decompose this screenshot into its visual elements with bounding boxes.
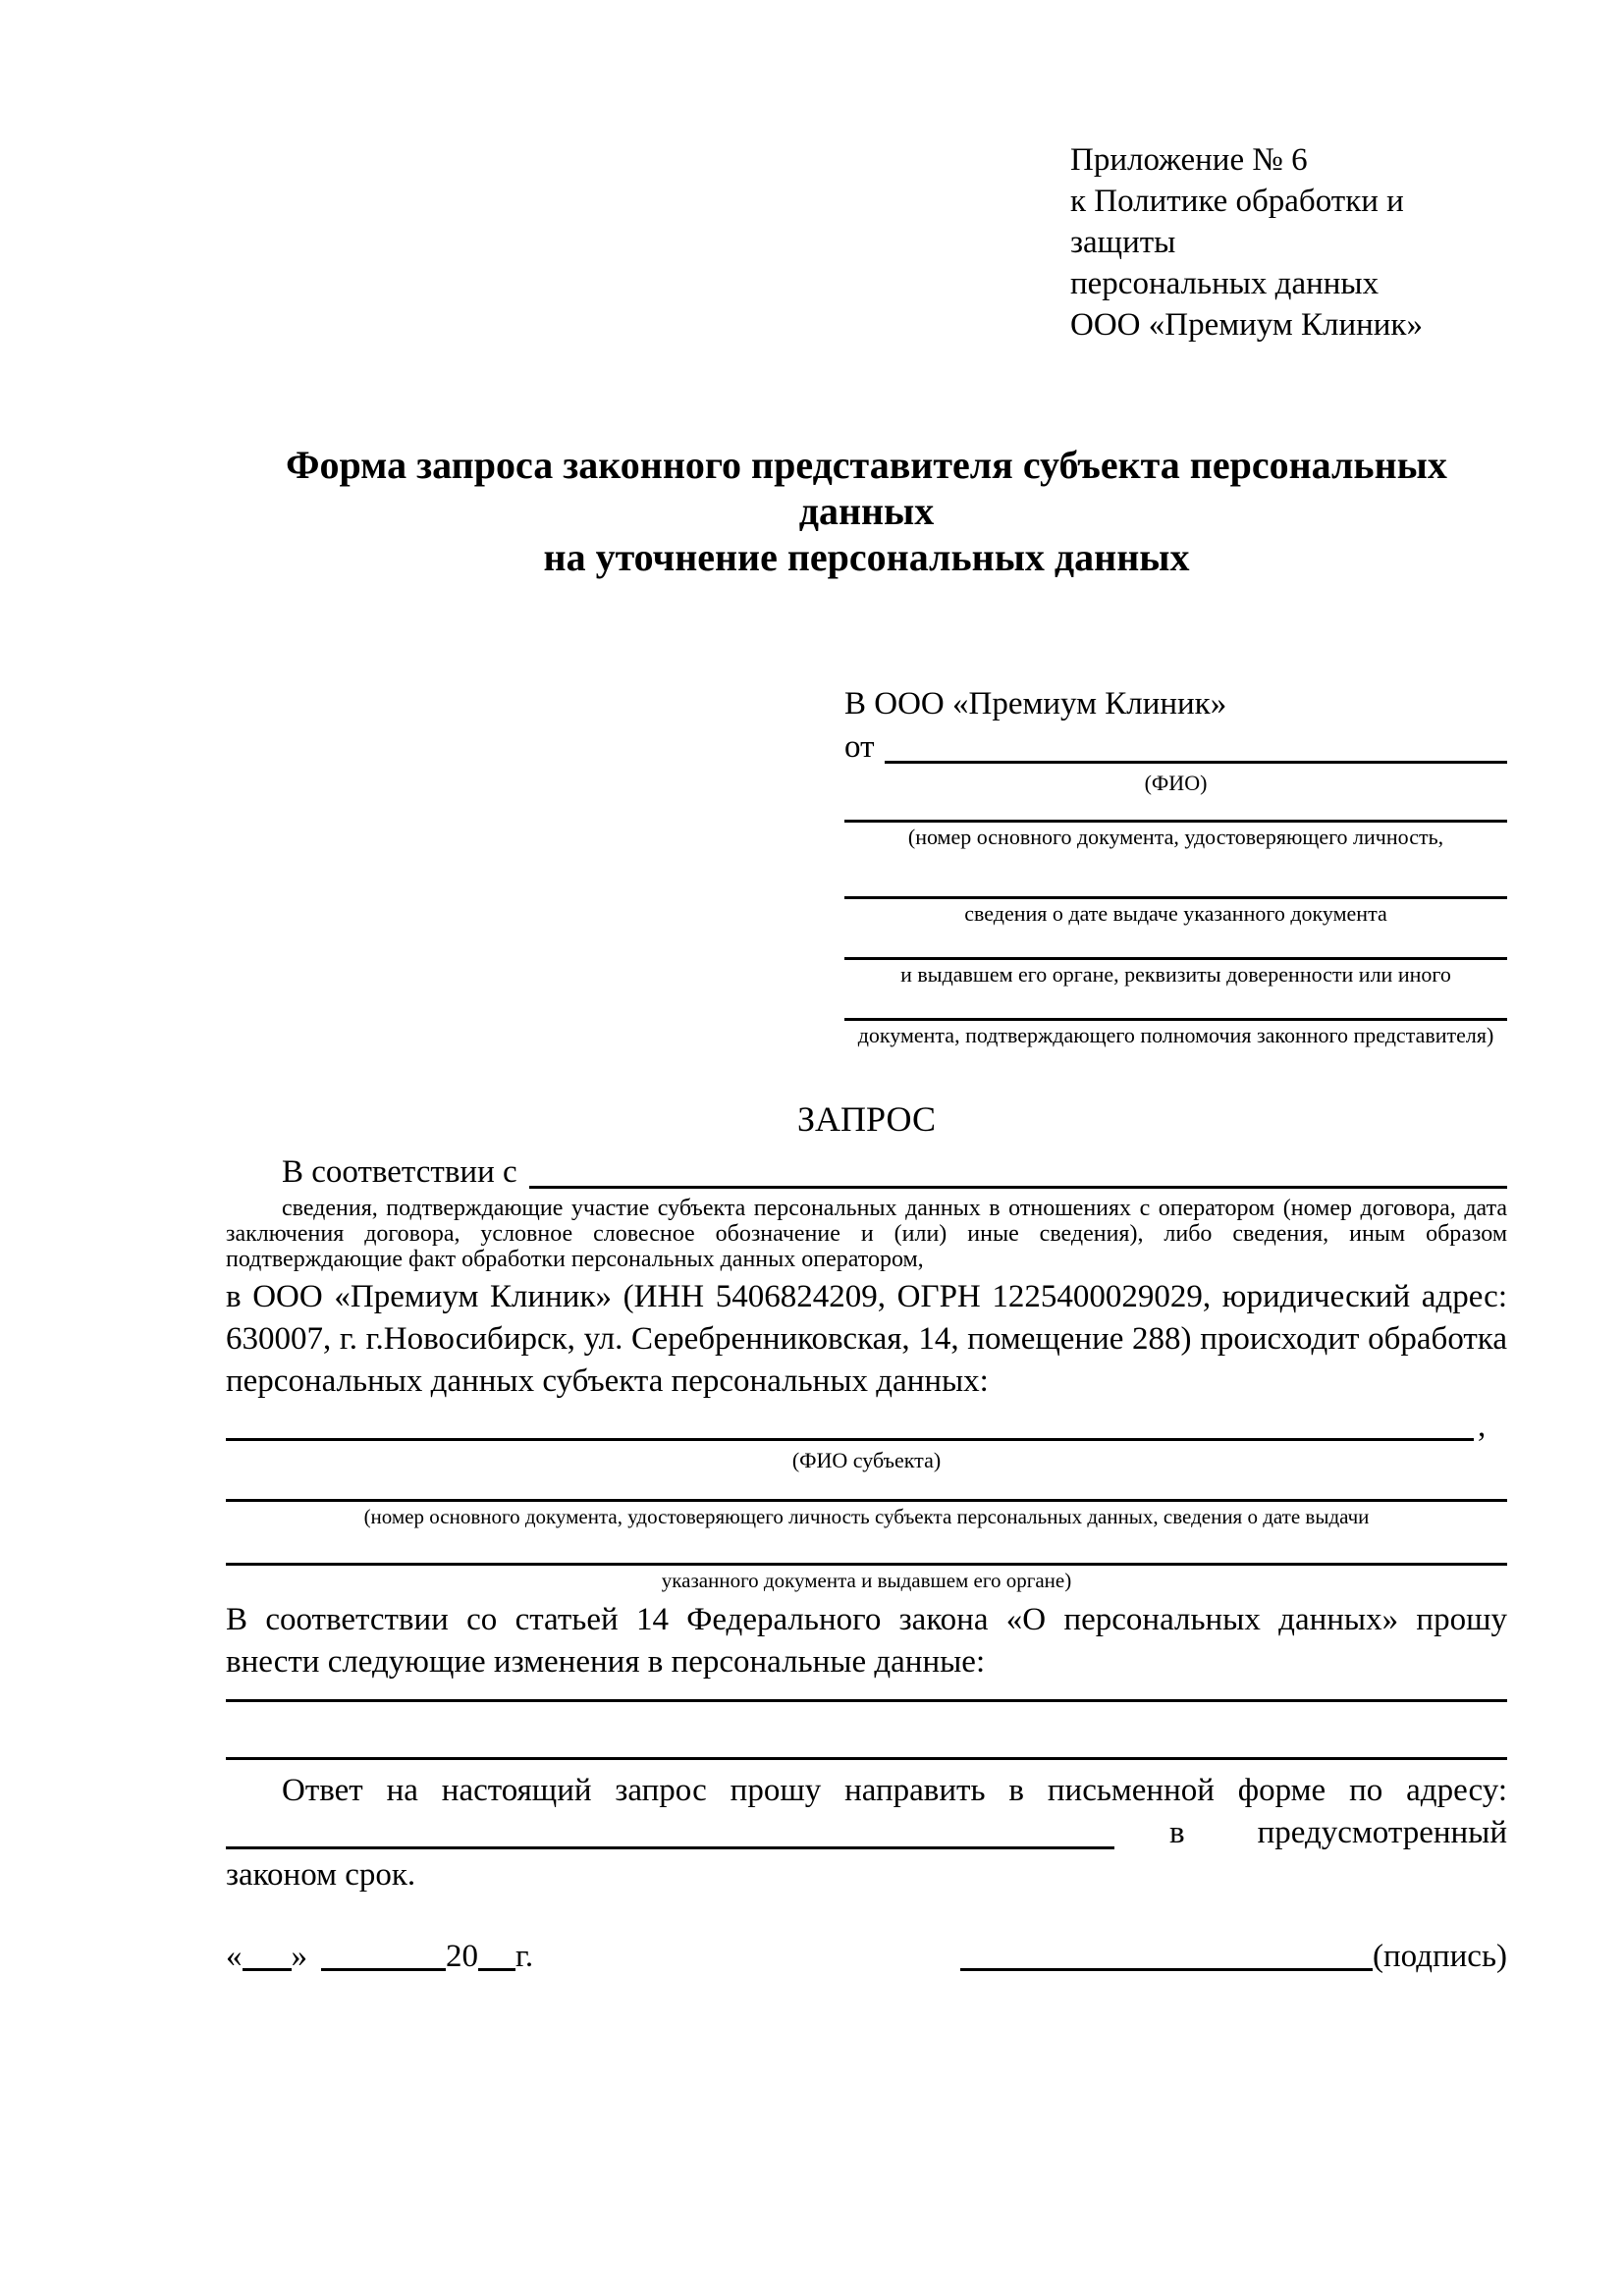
subject-doc-field: [226, 1499, 1507, 1531]
date-signature-row: [226, 1936, 1507, 1978]
changes-blank-line: [226, 1757, 1507, 1760]
field-caption: документа, подтверждающего полномочия законного представителя): [857, 1023, 1494, 1047]
close-quote: »: [291, 1939, 307, 1974]
representative-doc-field: [844, 820, 1507, 852]
address-blank-line: [226, 1846, 1114, 1849]
in-accordance-row: [226, 1150, 1507, 1194]
in-accordance-blank-line: [529, 1150, 1507, 1189]
answer-address-row: [226, 1812, 1507, 1854]
field-caption: (номер основного документа, удостоверяющего личность,: [907, 825, 1444, 849]
subject-fio-row: [226, 1407, 1507, 1446]
request-heading: ЗАПРОС: [797, 1099, 936, 1139]
answer-word: предусмотренный: [1257, 1815, 1507, 1850]
from-row: [844, 725, 1507, 769]
signature-blank-line: [960, 1968, 1373, 1971]
field-caption: (номер основного документа, удостоверяющего личность субъекта персональных данных, сведения о дате выдачи: [363, 1505, 1370, 1528]
open-quote: «: [226, 1939, 243, 1974]
day-blank-line: [243, 1968, 292, 1971]
field-caption: сведения о дате выдаче указанного документа: [964, 901, 1387, 926]
signature-field: [960, 1936, 1507, 1978]
representative-doc-field: [844, 957, 1507, 989]
from-blank-line: [885, 725, 1508, 764]
subject-doc-field: [226, 1563, 1507, 1595]
year-suffix: г.: [515, 1939, 534, 1974]
signature-caption: (подпись): [1373, 1939, 1507, 1974]
date-field: [226, 1936, 533, 1978]
comma: ,: [1478, 1409, 1487, 1444]
from-label: от: [844, 729, 875, 765]
title-line-1: Форма запроса законного представителя субъекта персональных данных: [286, 443, 1447, 533]
representative-doc-field: [844, 896, 1507, 929]
year-prefix: 20: [446, 1939, 478, 1974]
in-accordance-label: В соответствии с: [282, 1154, 517, 1190]
answer-word: в: [1169, 1815, 1185, 1850]
addressee-block: [844, 682, 1507, 1050]
appendix-header: [1070, 0, 1507, 346]
appendix-line: ООО «Премиум Клиник»: [1070, 307, 1423, 343]
field-caption: и выдавшем его органе, реквизиты доверенности или иного: [900, 962, 1451, 987]
field-caption: указанного документа и выдавшем его органе): [661, 1569, 1072, 1592]
footnote-text: сведения, подтверждающие участие субъекта персональных данных в отношениях с оператором (номер договора, дата заключения договора, условное словесное обозначение и (или) иные сведения), либо сведения, иным образом подтверждающие факт обработки персональных данных оператором,: [226, 1196, 1507, 1272]
article-paragraph: В соответствии со статьей 14 Федерального закона «О персональных данных» прошу внести следующие изменения в персональные данные:: [226, 1602, 1507, 1680]
representative-doc-field: [844, 1018, 1507, 1050]
operator-paragraph: в ООО «Премиум Клиник» (ИНН 5406824209, ОГРН 1225400029029, юридический адрес: 630007, г. г.Новосибирск, ул. Серебренниковская, 14, помещение 288) происходит обработка персональных данных субъекта персональных данных:: [226, 1279, 1507, 1399]
subject-fio-caption: (ФИО субъекта): [791, 1448, 942, 1472]
document-title: [226, 442, 1507, 580]
year-blank-line: [478, 1968, 515, 1971]
appendix-line: Приложение № 6: [1070, 142, 1308, 178]
title-line-2: на уточнение персональных данных: [543, 535, 1190, 579]
month-blank-line: [321, 1968, 446, 1971]
appendix-line: к Политике обработки и защиты: [1070, 184, 1404, 260]
addressee-to: В ООО «Премиум Клиник»: [844, 686, 1227, 721]
subject-fio-blank-line: [226, 1407, 1474, 1441]
fio-caption: (ФИО): [1144, 771, 1208, 795]
answer-closing: законом срок.: [226, 1857, 416, 1893]
answer-sentence: Ответ на настоящий запрос прошу направить в письменной форме по адресу:: [282, 1773, 1507, 1808]
changes-blank-line: [226, 1699, 1507, 1702]
appendix-line: персональных данных: [1070, 266, 1380, 301]
